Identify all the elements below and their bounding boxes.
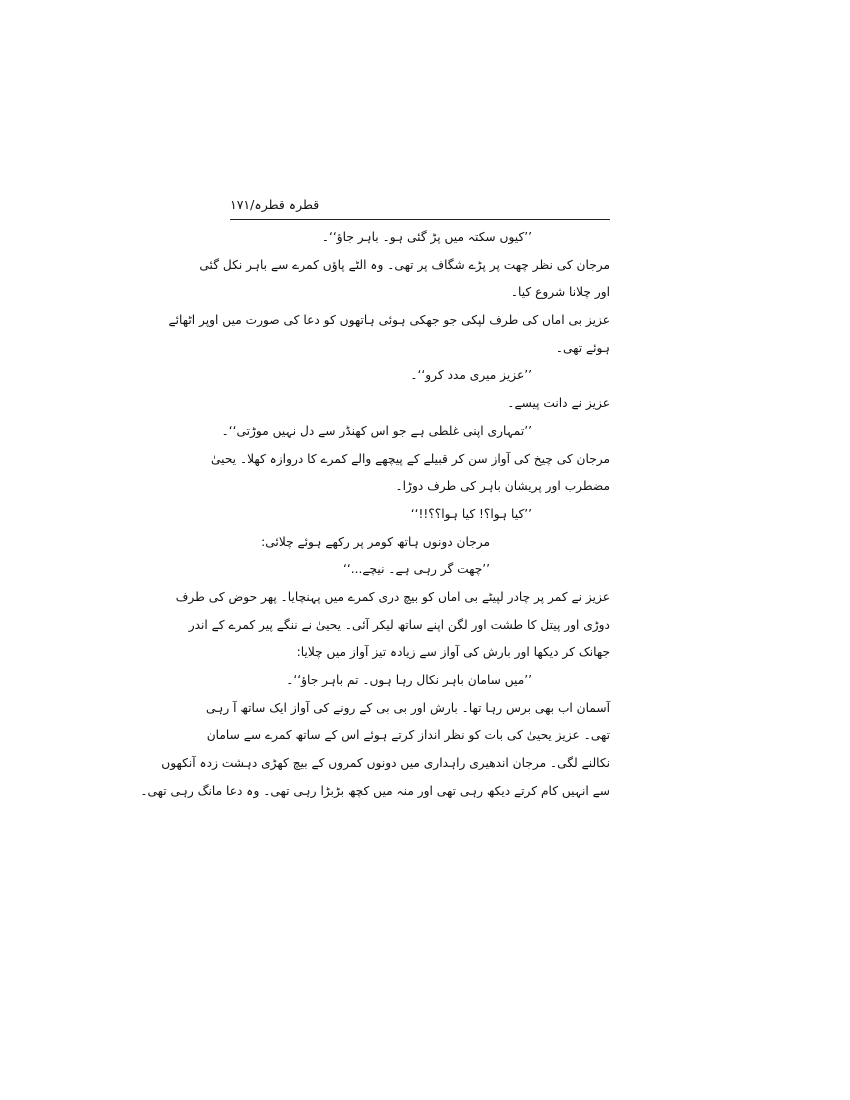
text-line: مضطرب اور پریشان باہر کی طرف دوڑا۔ <box>395 479 610 494</box>
page-body <box>140 224 610 805</box>
text-line: اور چلانا شروع کیا۔ <box>510 285 610 300</box>
text-line: مرجان کی چیخ کی آواز سن کر قبیلے کے پیچھے والے کمرے کا دروازہ کھلا۔ یحییٰ <box>210 451 610 466</box>
page-header <box>230 194 610 216</box>
text-line: مرجان دونوں ہاتھ کومر پر رکھے ہوئے چلائی: <box>261 534 490 549</box>
text-line: ’’کیا ہوا؟! کیا ہوا؟؟!!‘‘ <box>410 506 532 521</box>
text-line: جھانک کر دیکھا اور بارش کی آواز سے زیادہ تیز آواز میں چلایا: <box>296 645 610 660</box>
text-line: ’’عزیز میری مدد کرو‘‘۔ <box>410 368 532 383</box>
text-line: ’’کیوں سکتہ میں پڑ گئی ہو۔ باہر جاؤ‘‘۔ <box>321 230 532 244</box>
text-line: مرجان کی نظر چھت پر پڑے شگاف پر تھی۔ وہ الٹے پاؤں کمرے سے باہر نکل گئی <box>199 257 610 272</box>
text-line: عزیز نے دانت پیسے۔ <box>507 396 610 411</box>
text-line: تھی۔ عزیز یحییٰ کی بات کو نظر انداز کرتے ہوئے اس کے ساتھ کمرے سے سامان <box>206 728 610 743</box>
text-line: آسمان اب بھی برس رہا تھا۔ بارش اور بی بی کے رونے کی آواز ایک ساتھ آ رہی <box>206 700 610 715</box>
text-line: نکالنے لگی۔ مرجان اندھیری راہداری میں دونوں کمروں کے بیچ کھڑی دہشت زدہ آنکھوں <box>161 756 610 771</box>
text-line: عزیز نے کمر پر چادر لپیٹے بی اماں کو بیچ دری کمرے میں پہنچایا۔ پھر حوض کی طرف <box>175 589 610 604</box>
text-line: ’’چھت گر رہی ہے۔ نیچے...‘‘ <box>343 562 490 577</box>
text-line: ہوئے تھی۔ <box>555 340 610 355</box>
text-line: سے انہیں کام کرتے دیکھ رہی تھی اور منہ میں کچھ بڑبڑا رہی تھی۔ وہ دعا مانگ رہی تھی۔ <box>140 783 610 798</box>
text-line: عزیز بی اماں کی طرف لپکی جو جھکی ہوئی ہاتھوں کو دعا کی صورت میں اوپر اٹھائے <box>168 313 610 328</box>
running-header: قطرہ قطرہ/۱۷۱ <box>230 197 320 212</box>
text-line: دوڑی اور پیتل کا طشت اور لگن اپنے ساتھ لیکر آئی۔ یحییٰ نے ننگے پیر کمرے کے اندر <box>188 617 610 632</box>
text-line: ’’تمہاری اپنی غلطی ہے جو اس کھنڈر سے دل نہیں موڑتی‘‘۔ <box>221 423 532 438</box>
header-divider <box>230 219 610 220</box>
book-page <box>140 190 610 910</box>
text-line: ’’میں سامان باہر نکال رہا ہوں۔ تم باہر جاؤ‘‘۔ <box>286 673 532 687</box>
